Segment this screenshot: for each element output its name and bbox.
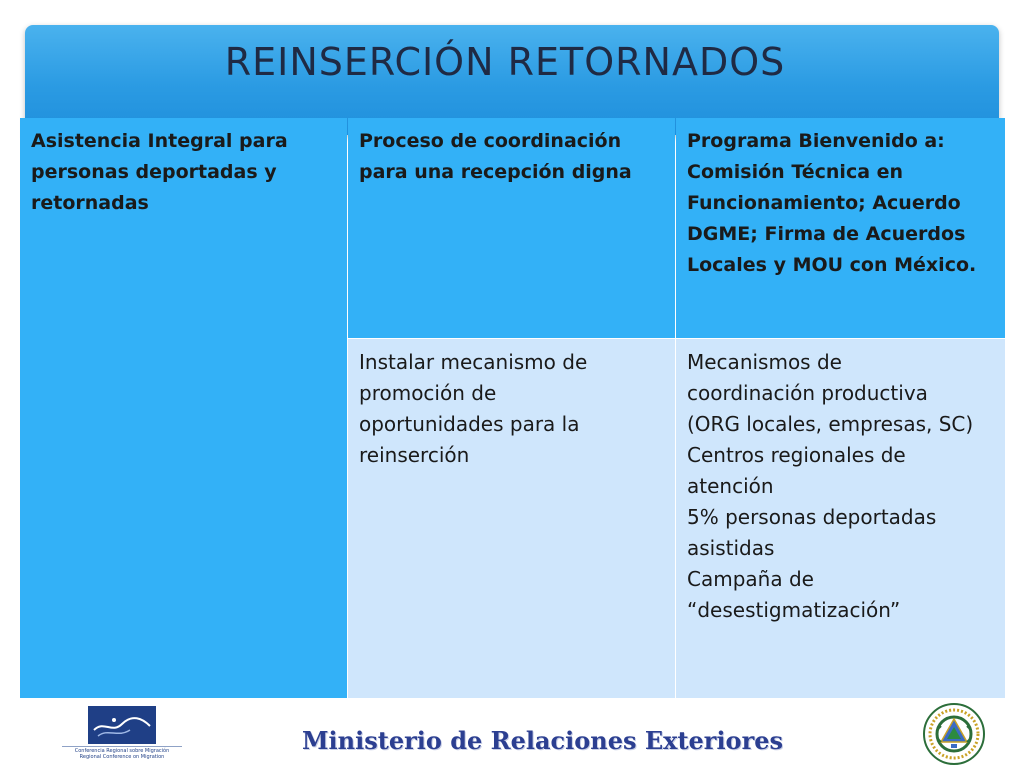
el-salvador-coat-of-arms-icon	[922, 702, 986, 766]
cell-text-line: Mecanismos de	[687, 350, 842, 374]
table-cell-asistencia-integral	[20, 118, 347, 698]
ministry-name: Ministerio de Relaciones Exteriores	[301, 726, 783, 755]
cell-text-line: oportunidades para la	[359, 412, 580, 436]
cell-text-line: asistidas	[687, 536, 775, 560]
cell-text-line: promoción de	[359, 381, 497, 405]
cell-text-line: coordinación productiva	[687, 381, 928, 405]
crm-logo-line-en: Regional Conference on Migration	[79, 754, 165, 760]
cell-text-line: personas deportadas y	[31, 161, 277, 183]
table-cell-mecanismos-coordinacion	[676, 339, 1005, 698]
cell-text-line: retornadas	[31, 192, 149, 214]
table-cell-programa-bienvenido	[676, 118, 1005, 338]
cell-text-line: Funcionamiento; Acuerdo	[687, 192, 961, 214]
cell-text-line: reinserción	[359, 443, 470, 467]
crm-rule	[62, 746, 182, 747]
crm-logo-text	[62, 748, 182, 760]
cell-text-line: Comisión Técnica en	[687, 161, 904, 183]
cell-text-line: Campaña de	[687, 567, 814, 591]
cell-text-line: Proceso de coordinación	[359, 130, 622, 152]
crm-logo-icon	[62, 704, 182, 762]
cell-text-line: Locales y MOU con México.	[687, 254, 977, 276]
crm-logo-line-es: Conferencia Regional sobre Migración	[74, 748, 170, 754]
crm-flag	[88, 706, 156, 744]
cell-text-line: para una recepción digna	[359, 161, 632, 183]
cell-text-line: “desestigmatización”	[687, 598, 901, 622]
cell-text-line: 5% personas deportadas	[687, 505, 937, 529]
content-table	[20, 118, 1005, 698]
cell-text-line: DGME; Firma de Acuerdos	[687, 223, 966, 245]
cell-text-line: (ORG locales, empresas, SC)	[687, 412, 974, 436]
slide-title: REINSERCIÓN RETORNADOS	[224, 40, 786, 84]
cell-text-line: Instalar mecanismo de	[359, 350, 588, 374]
cell-text-line: Asistencia Integral para	[31, 130, 288, 152]
cell-text-line: Centros regionales de	[687, 443, 906, 467]
crm-wave-icon	[88, 706, 156, 744]
table-cell-proceso-coordinacion	[348, 118, 675, 338]
table-cell-instalar-mecanismo	[348, 339, 675, 698]
cell-text-line: Programa Bienvenido a:	[687, 130, 945, 152]
cell-text-line: atención	[687, 474, 774, 498]
footer	[0, 700, 1024, 768]
